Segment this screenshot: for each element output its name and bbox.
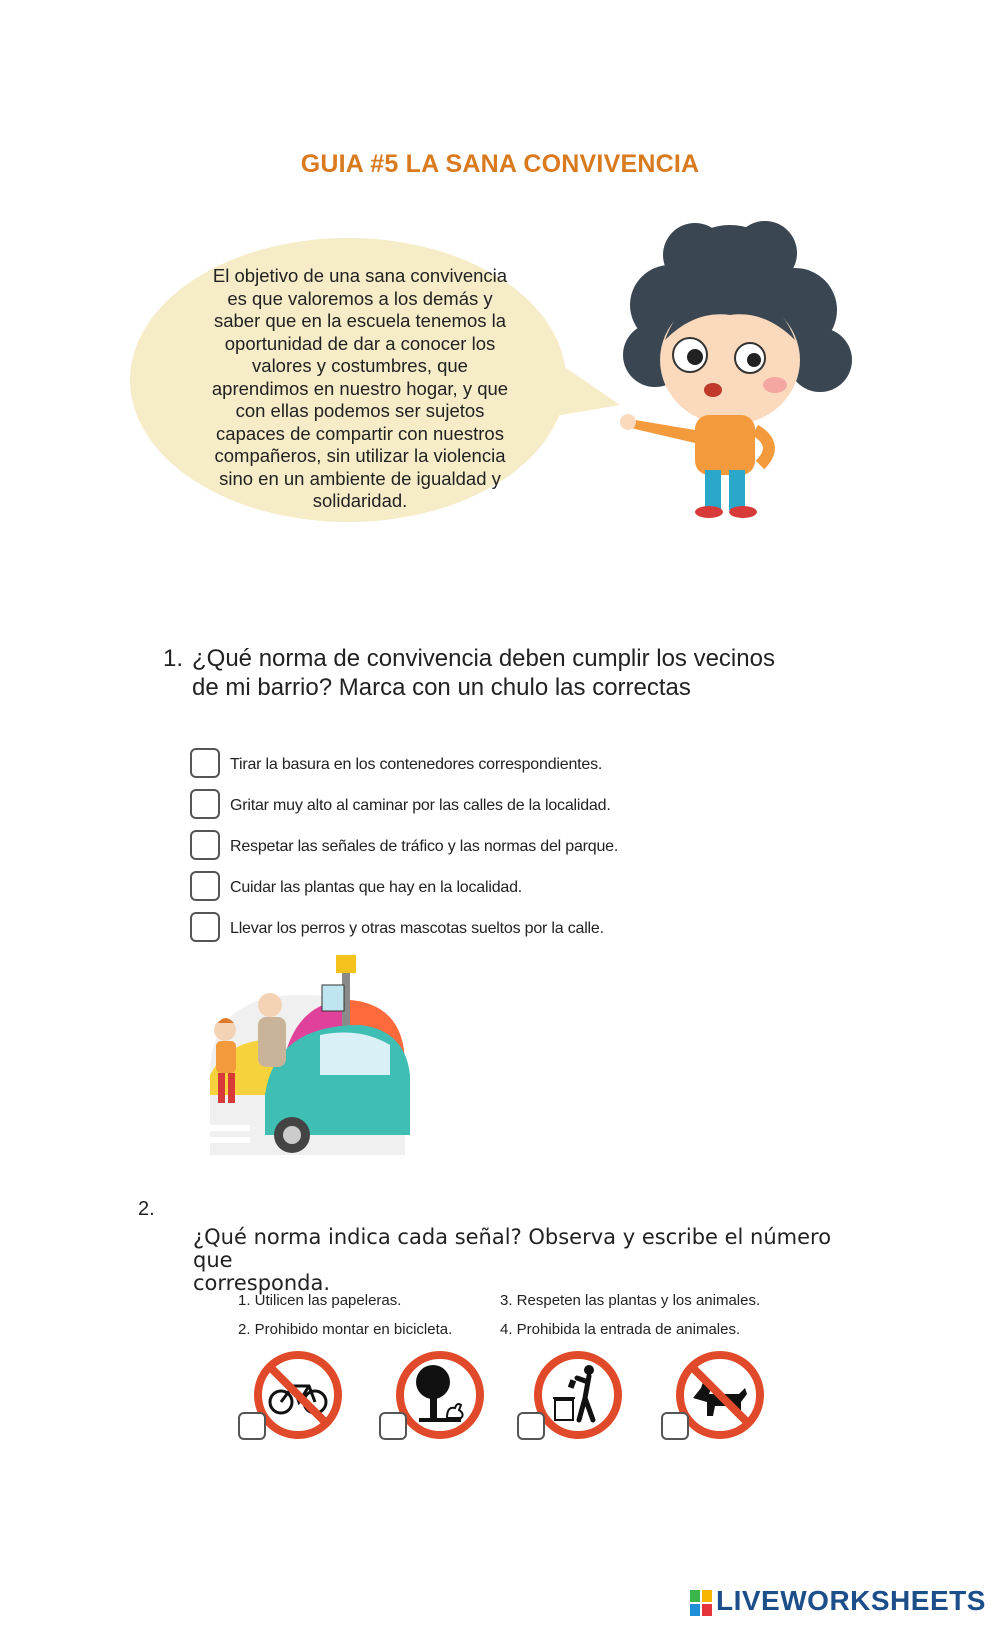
option-label: Tirar la basura en los contenedores correspondientes. [230,756,603,773]
option-label: Gritar muy alto al caminar por las calles de la localidad. [230,797,611,814]
crossing-illustration [190,955,420,1155]
legend-item-3: 3. Respeten las plantas y los animales. [500,1292,761,1309]
option-checkbox-5[interactable] [190,912,220,942]
question-2-line-2: corresponda. [193,1271,331,1295]
legend-item-4: 4. Prohibida la entrada de animales. [500,1321,741,1338]
sign-answer-box-4[interactable] [661,1412,689,1440]
question-2-line-1: ¿Qué norma indica cada señal? Observa y escribe el número que [193,1225,832,1272]
option-label: Cuidar las plantas que hay en la localidad. [230,879,523,896]
option-label: Llevar los perros y otras mascotas sueltos por la calle. [230,920,604,937]
option-checkbox-3[interactable] [190,830,220,860]
option-row [190,830,750,864]
option-checkbox-4[interactable] [190,871,220,901]
trash-bin-sign-icon [533,1350,623,1440]
question-2 [193,1226,853,1295]
legend-item-1: 1. Utilicen las papeleras. [238,1292,402,1309]
legend-item-2: 2. Prohibido montar en bicicleta. [238,1321,453,1338]
option-row [190,789,750,823]
option-row [190,871,750,905]
option-label: Respetar las señales de tráfico y las normas del parque. [230,838,619,855]
option-row [190,912,750,946]
page-title: GUIA #5 LA SANA CONVIVENCIA [300,150,700,178]
option-checkbox-2[interactable] [190,789,220,819]
girl-illustration [595,215,875,535]
option-row [190,748,750,782]
sign-answer-box-3[interactable] [517,1412,545,1440]
question-1-number: 1. [163,645,184,672]
question-2-number: 2. [138,1198,155,1220]
question-1-line-2: de mi barrio? Marca con un chulo las correctas [192,674,691,701]
brand-name: LIVEWORKSHEETS [716,1585,986,1616]
question-1-line-1: ¿Qué norma de convivencia deben cumplir los vecinos [192,645,775,672]
option-checkbox-1[interactable] [190,748,220,778]
sign-answer-box-2[interactable] [379,1412,407,1440]
tree-and-duck-sign-icon [395,1350,485,1440]
liveworksheets-logo-icon [690,1590,714,1618]
no-bicycle-sign-icon [253,1350,343,1440]
sign-answer-box-1[interactable] [238,1412,266,1440]
bubble-text: El objetivo de una sana convivencia es que valoremos a los demás y saber que en la escuela tenemos la oportunidad de dar a conocer los valores y costumbres, que aprendimos en nuestro hogar, y que con ellas podemos ser sujetos capaces de compartir con nuestros compañeros, sin utilizar la violencia sino en un ambiente de igualdad y solidaridad. [211,265,509,511]
